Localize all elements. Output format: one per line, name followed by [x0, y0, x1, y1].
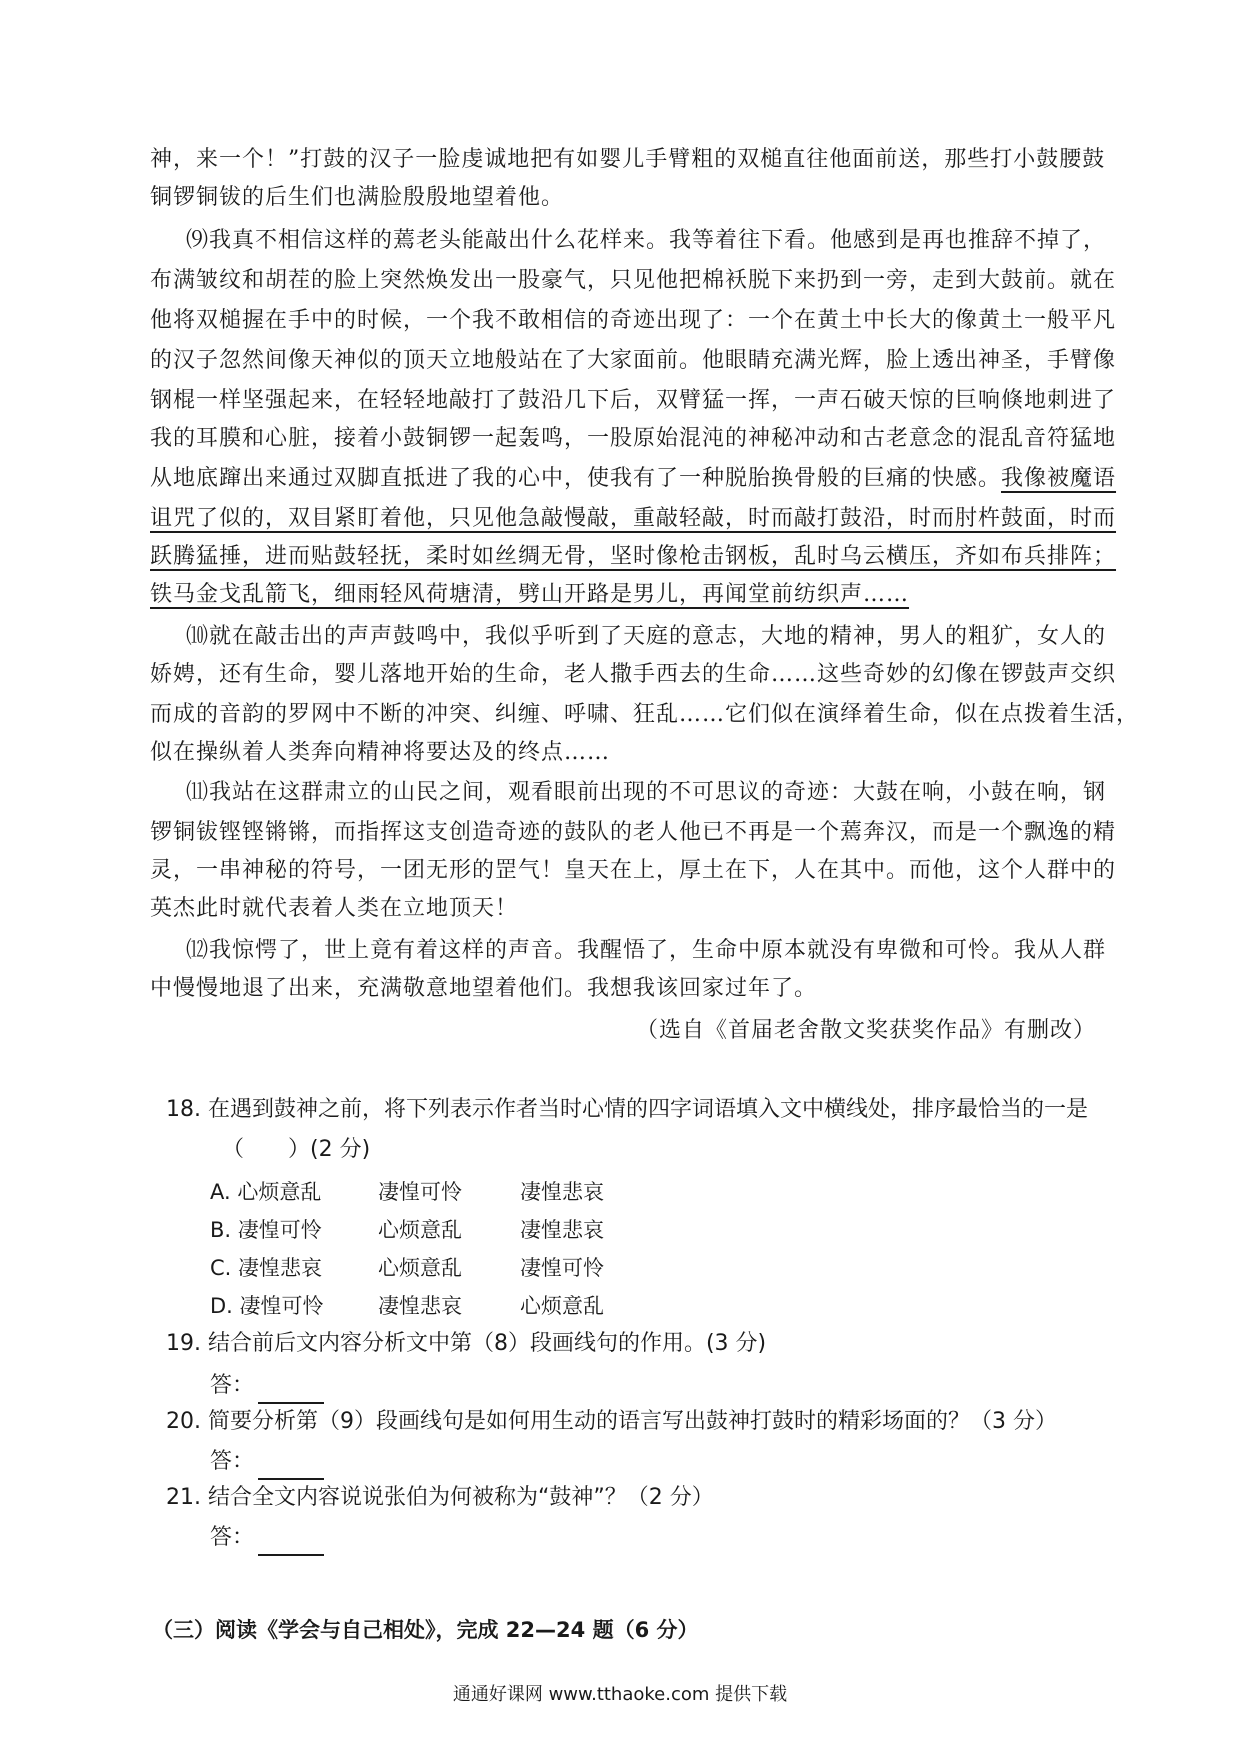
option-a: A. 心烦意乱 凄惶可怜 凄惶悲哀	[210, 1180, 604, 1204]
paragraph-9-line: 我的耳膜和心脏，接着小鼓铜锣一起轰鸣，一股原始混沌的神秘冲动和古老意念的混乱音符猛地	[150, 426, 1117, 451]
paragraph-10-line: 似在操纵着人类奔向精神将要达及的终点……	[150, 740, 611, 765]
answer-line-20: 答：	[210, 1444, 324, 1480]
paragraph-10-line: 娇娉，还有生命，婴儿落地开始的生命，老人撒手西去的生命……这些奇妙的幻像在锣鼓声交织	[150, 662, 1117, 687]
paragraph-11-line: 英杰此时就代表着人类在立地顶天！	[150, 896, 519, 921]
paragraph-9-line: 的汉子忽然间像天神似的顶天立地般站在了大家面前。他眼睛充满光辉，脸上透出神圣，手臂像	[150, 348, 1117, 373]
question-19: 19. 结合前后文内容分析文中第（8）段画线句的作用。(3 分)	[166, 1331, 767, 1356]
option-c: C. 凄惶悲哀 心烦意乱 凄惶可怜	[210, 1256, 604, 1280]
answer-blank[interactable]	[258, 1452, 324, 1480]
option-d: D. 凄惶可怜 凄惶悲哀 心烦意乱	[210, 1294, 604, 1318]
paragraph-9-line: ⑼我真不相信这样的蔫老头能敲出什么花样来。我等着往下看。他感到是再也推辞不掉了，	[186, 228, 1107, 253]
paragraph-9-line	[150, 460, 1117, 498]
answer-line-21: 答：	[210, 1520, 324, 1556]
paragraph-10-line: ⑽就在敲击出的声声鼓鸣中，我似乎听到了天庭的意志，大地的精神，男人的粗犷，女人的	[186, 624, 1107, 649]
question-20: 20. 简要分析第（9）段画线句是如何用生动的语言写出鼓神打鼓时的精彩场面的？（3 分）	[166, 1409, 1057, 1434]
question-21: 21. 结合全文内容说说张伯为何被称为“鼓神”？（2 分）	[166, 1485, 714, 1510]
question-18-score: （ ）(2 分)	[222, 1137, 371, 1162]
answer-blank[interactable]	[258, 1528, 324, 1556]
source-citation: （选自《首届老舍散文奖获奖作品》有删改）	[636, 1018, 1097, 1043]
paragraph-11-line: 灵，一串神秘的符号，一团无形的罡气！皇天在上，厚土在下，人在其中。而他，这个人群中的	[150, 858, 1117, 883]
option-b: B. 凄惶可怜 心烦意乱 凄惶悲哀	[210, 1218, 604, 1242]
paragraph-12-line: 中慢慢地退了出来，充满敬意地望着他们。我想我该回家过年了。	[150, 976, 818, 1001]
passage-line: 神，来一个！”打鼓的汉子一脸虔诚地把有如婴儿手臂粗的双槌直往他面前送，那些打小鼓腰鼓	[150, 147, 1106, 172]
answer-blank[interactable]	[258, 1376, 324, 1404]
section-heading: （三）阅读《学会与自己相处》，完成 22—24 题（6 分）	[152, 1618, 699, 1642]
paragraph-9-line: 布满皱纹和胡茬的脸上突然焕发出一股豪气，只见他把棉袄脱下来扔到一旁，走到大鼓前。就在	[150, 268, 1117, 293]
paragraph-9-line: 钢棍一样坚强起来，在轻轻地敲打了鼓沿几下后，双臂猛一挥，一声石破天惊的巨响倏地刺进了	[150, 388, 1117, 413]
underlined-sentence-line: 跃腾猛捶，进而贴鼓轻抚，柔时如丝绸无骨，坚时像枪击钢板，乱时乌云横压，齐如布兵排阵；	[150, 544, 1117, 569]
paragraph-11-line: ⑾我站在这群肃立的山民之间，观看眼前出现的不可思议的奇迹：大鼓在响，小鼓在响，钢	[186, 780, 1107, 805]
paragraph-10-line: 而成的音韵的罗网中不断的冲突、纠缠、呼啸、狂乱……它们似在演绎着生命，似在点拨着生活，	[150, 702, 1140, 727]
paragraph-9-text: 从地底蹿出来通过双脚直抵进了我的心中，使我有了一种脱胎换骨般的巨痛的快感。	[150, 466, 1002, 491]
underlined-sentence-line: 诅咒了似的，双目紧盯着他，只见他急敲慢敲，重敲轻敲，时而敲打鼓沿，时而肘杵鼓面，时而	[150, 506, 1117, 531]
question-18-stem: 18. 在遇到鼓神之前，将下列表示作者当时心情的四字词语填入文中横线处，排序最恰当的一是	[166, 1097, 1088, 1122]
footer-download-note: 通通好课网 www.tthaoke.com 提供下载	[452, 1684, 788, 1705]
paragraph-12-line: ⑿我惊愕了，世上竟有着这样的声音。我醒悟了，生命中原本就没有卑微和可怜。我从人群	[186, 938, 1107, 963]
underlined-sentence-line: 铁马金戈乱箭飞，细雨轻风荷塘清，劈山开路是男儿，再闻堂前纺织声……	[150, 582, 910, 607]
paragraph-11-line: 锣铜钹铿铿锵锵，而指挥这支创造奇迹的鼓队的老人他已不再是一个蔫奔汉，而是一个飘逸的精	[150, 820, 1117, 845]
answer-line-19: 答：	[210, 1368, 324, 1404]
paragraph-9-line: 他将双槌握在手中的时候，一个我不敢相信的奇迹出现了：一个在黄土中长大的像黄土一般平凡	[150, 308, 1117, 333]
underlined-sentence-start: 我像被魔语	[1001, 466, 1117, 491]
passage-line: 铜锣铜钹的后生们也满脸殷殷地望着他。	[150, 185, 565, 210]
